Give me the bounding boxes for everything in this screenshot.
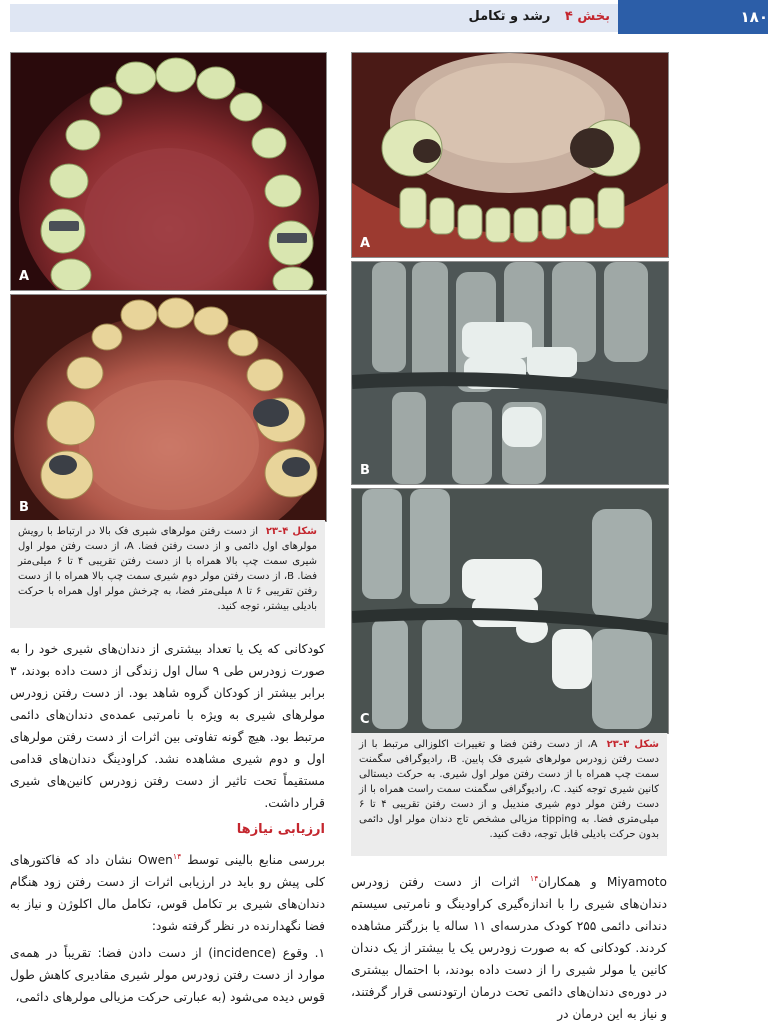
reference-number: ۱۴ bbox=[172, 852, 182, 861]
paragraph-rest: نشان داد که فاکتورهای کلی پیش رو باید در ارزیابی اثرات از دست رفتن زود هنگام دندان‌های شیری بر تکامل قوس، تکامل مال اکلوژن و نیاز به فضا نگهدارنده در نظر گرفته شود: bbox=[10, 853, 325, 934]
figure-3-radiograph-b bbox=[351, 261, 669, 485]
figure-label: C bbox=[360, 712, 370, 727]
paragraph-lead: بررسی منابع بالینی توسط Owen bbox=[138, 853, 325, 868]
list-item: ۱. وقوع (incidence) از دست دادن فضا: تقریباً در همه‌ی موارد از دست رفتن زودرس مولر شیری مقادیری کاهش طول قوس دیده می‌شود (به عبارتی حرکت مزیالی مولرهای دائمی، bbox=[10, 946, 325, 1004]
figure-label: A bbox=[360, 236, 371, 251]
figure-3-photo-a bbox=[351, 52, 669, 258]
section-heading: ارزیابی نیازها bbox=[236, 822, 325, 837]
figure-label: B bbox=[360, 463, 370, 478]
caption-text: A، از دست رفتن فضا و تغییرات اکلوزالی مرتبط با از دست رفتن زودرس مولرهای شیری فک پایین. B، رادیوگرافی سگمنت سمت چپ همراه با از دست رفتن مولر اول شیری. به حرکت دیستالی کانین شیری توجه کنید. C، رادیوگرافی سگمنت سمت راست همراه با از دست رفتن مولر دوم شیری مندیبل و از دست رفتن تقریبی ۴ تا ۶ میلی‌متری فضا. به tipping مزیالی مشخص تاج دندان مولر اول دائمی بدون حرکت بادیلی قابل توجه، دقت کنید. bbox=[359, 739, 660, 840]
figure-4-photo-b bbox=[10, 294, 327, 522]
chapter-title: رشد و تکامل bbox=[468, 9, 551, 24]
section-label: بخش ۴ bbox=[564, 9, 610, 24]
reference-number: ۱۴ bbox=[529, 874, 539, 883]
figure-number: شکل ۳-۲۳ bbox=[606, 739, 660, 750]
figure-caption bbox=[10, 520, 325, 628]
chapter-heading bbox=[468, 9, 610, 24]
figure-4-photo-a bbox=[10, 52, 327, 291]
paragraph-lead: Miyamoto و همکاران bbox=[538, 875, 667, 890]
caption-text: از دست رفتن مولرهای شیری فک بالا در ارتباط با رویش مولرهای اول دائمی و از دست رفتن فضا. A، از دست رفتن مولر اول شیری سمت چپ بالا همراه با از دست رفتن تقریبی ۴ تا ۶ میلی‌متر فضا. B، از دست رفتن مولر دوم شیری سمت چپ بالا همراه با از دست رفتن تقریبی ۶ تا ۸ میلی‌متر فضا، به چرخش مولر اول همراه با حرکت بادیلی بیشتر، توجه کنید. bbox=[18, 526, 318, 612]
figure-number: شکل ۴-۲۳ bbox=[265, 526, 317, 537]
body-paragraph: کودکانی که یک یا تعداد بیشتری از دندان‌های شیری خود را به صورت زودرس طی ۹ سال اول زندگی از دست داده بودند، ۳ برابر بیشتر از کودکان گروه شاهد بود. از دست رفتن زودرس مولرهای شیری به ویژه با نامرتبی عمده‌ی دندان‌های دائمی مرتبط بود. هیچ گونه تفاوتی بین اثرات از دست رفتن مولرهای اول و دوم شیری مشاهده نشد. کراودینگ دندان‌های قدامی مستقیماً تحت تاثیر از دست رفتن زودرس کانین‌های شیری قرار داشت. bbox=[10, 642, 325, 810]
page-header bbox=[0, 0, 768, 34]
paragraph-rest: اثرات از دست رفتن زودرس دندان‌های شیری را با اندازه‌گیری کراودینگ و نامرتبی سیستم دندانی دائمی ۲۵۵ کودک مدرسه‌ای ۱۱ ساله یا بزرگتر مشاهده کردند. کودکانی که به صورت زودرس یک یا بیشتر از یک دندان کانین یا مولر شیری را از دست داده بودند، با احتمال بیشتری در دوره‌ی دندان‌های دائمی تحت درمان ارتودنسی قرار گرفتند، و نیاز به این درمان در bbox=[351, 875, 667, 1022]
figure-label: B bbox=[19, 500, 29, 515]
figure-label: A bbox=[19, 269, 30, 284]
body-paragraph bbox=[351, 868, 667, 1024]
figure-caption bbox=[351, 733, 667, 856]
page-number-box bbox=[618, 0, 768, 34]
page-number: ۱۸۰ bbox=[740, 8, 768, 26]
figure-3-radiograph-c bbox=[351, 488, 669, 734]
body-paragraph bbox=[10, 846, 325, 937]
